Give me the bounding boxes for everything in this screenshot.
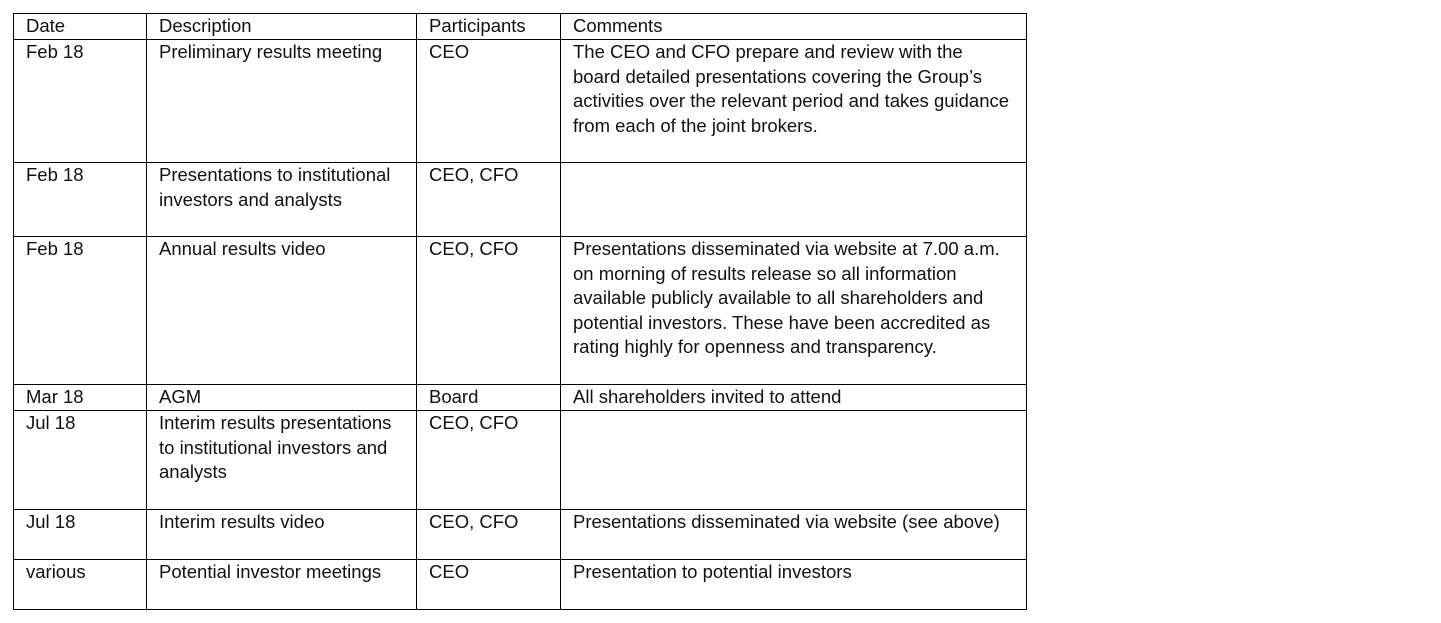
cell-participants: CEO, CFO bbox=[417, 163, 561, 237]
header-description: Description bbox=[147, 14, 417, 40]
header-participants: Participants bbox=[417, 14, 561, 40]
table-row bbox=[14, 40, 1027, 163]
table-row bbox=[14, 510, 1027, 560]
cell-participants: CEO, CFO bbox=[417, 411, 561, 510]
cell-comments: The CEO and CFO prepare and review with the board detailed presentations covering the Group’s activities over the relevant period and takes guidance from each of the joint brokers. bbox=[561, 40, 1027, 163]
cell-description: AGM bbox=[147, 385, 417, 411]
cell-comments: Presentation to potential investors bbox=[561, 560, 1027, 610]
cell-description: Interim results video bbox=[147, 510, 417, 560]
table-row bbox=[14, 560, 1027, 610]
cell-description: Interim results presentations to institutional investors and analysts bbox=[147, 411, 417, 510]
cell-description: Annual results video bbox=[147, 237, 417, 385]
cell-date: Feb 18 bbox=[14, 163, 147, 237]
cell-description: Presentations to institutional investors and analysts bbox=[147, 163, 417, 237]
cell-comments: All shareholders invited to attend bbox=[561, 385, 1027, 411]
investor-relations-table bbox=[13, 13, 1027, 610]
cell-participants: CEO, CFO bbox=[417, 510, 561, 560]
cell-date: Jul 18 bbox=[14, 411, 147, 510]
cell-date: Feb 18 bbox=[14, 237, 147, 385]
table-row bbox=[14, 163, 1027, 237]
table-row bbox=[14, 385, 1027, 411]
cell-description: Potential investor meetings bbox=[147, 560, 417, 610]
header-comments: Comments bbox=[561, 14, 1027, 40]
cell-date: Jul 18 bbox=[14, 510, 147, 560]
cell-comments bbox=[561, 411, 1027, 510]
table-row bbox=[14, 237, 1027, 385]
cell-date: various bbox=[14, 560, 147, 610]
header-date: Date bbox=[14, 14, 147, 40]
cell-participants: CEO, CFO bbox=[417, 237, 561, 385]
cell-participants: CEO bbox=[417, 560, 561, 610]
cell-description: Preliminary results meeting bbox=[147, 40, 417, 163]
cell-participants: Board bbox=[417, 385, 561, 411]
cell-participants: CEO bbox=[417, 40, 561, 163]
table-row bbox=[14, 411, 1027, 510]
table-header-row bbox=[14, 14, 1027, 40]
cell-comments bbox=[561, 163, 1027, 237]
cell-date: Feb 18 bbox=[14, 40, 147, 163]
cell-comments: Presentations disseminated via website (see above) bbox=[561, 510, 1027, 560]
cell-comments: Presentations disseminated via website at 7.00 a.m. on morning of results release so all information available publicly available to all shareholders and potential investors. These have been accredited as rating highly for openness and transparency. bbox=[561, 237, 1027, 385]
cell-date: Mar 18 bbox=[14, 385, 147, 411]
